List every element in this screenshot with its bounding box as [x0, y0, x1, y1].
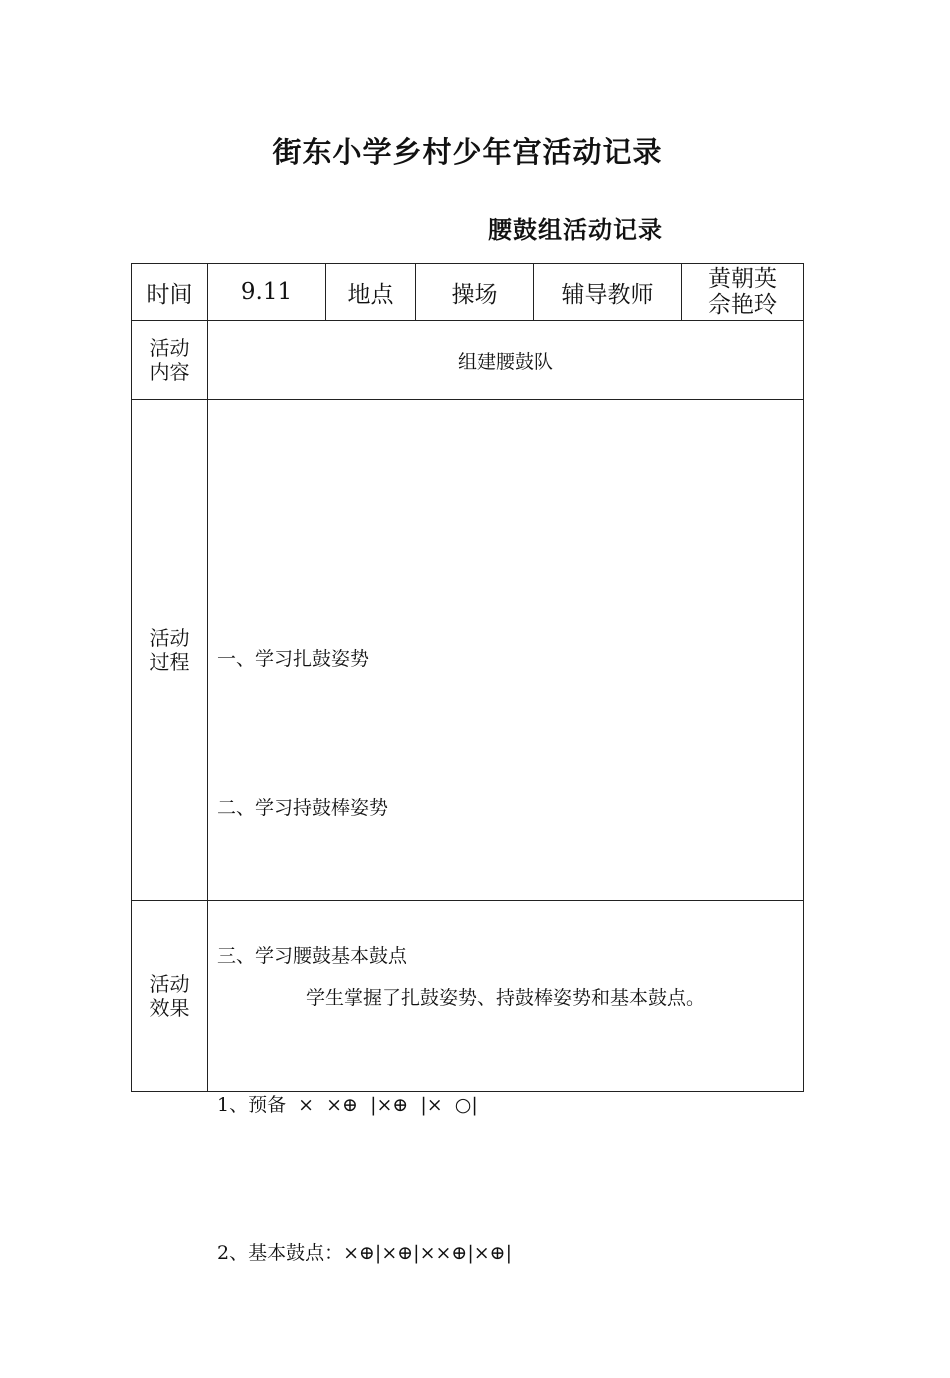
process-row — [132, 400, 804, 901]
effect-value: 学生掌握了扎鼓姿势、持鼓棒姿势和基本鼓点。 — [208, 901, 804, 1092]
teacher-label: 辅导教师 — [534, 264, 682, 321]
process-line: 三、学习腰鼓基本鼓点 — [217, 945, 408, 967]
process-lines — [217, 536, 512, 1378]
teacher-name: 黄朝英 — [708, 266, 777, 292]
content-label — [132, 321, 208, 400]
place-label: 地点 — [326, 264, 416, 321]
activity-record-table — [131, 263, 804, 1264]
process-line: 2、基本鼓点：×⊕|×⊕|××⊕|×⊕| — [217, 1242, 512, 1264]
process-line: 一、学习扎鼓姿势 — [217, 648, 370, 670]
time-label: 时间 — [132, 264, 208, 321]
place-value: 操场 — [416, 264, 534, 321]
content-row — [132, 321, 804, 400]
teacher-names — [682, 264, 804, 321]
document-title: 街东小学乡村少年宫活动记录 — [272, 135, 663, 169]
process-label — [132, 400, 208, 901]
teacher-name: 佘艳玲 — [708, 292, 777, 318]
process-line: 1、预备 × ×⊕ |×⊕ |× ○| — [217, 1093, 478, 1116]
header-row — [132, 264, 804, 321]
effect-label — [132, 901, 208, 1092]
process-line: 二、学习持鼓棒姿势 — [217, 796, 389, 819]
label-line: 活动 — [149, 336, 190, 360]
label-line: 效果 — [149, 996, 190, 1020]
time-value: 9.11 — [208, 264, 326, 321]
content-value: 组建腰鼓队 — [208, 321, 804, 400]
label-line: 内容 — [149, 360, 190, 384]
document-subtitle: 腰鼓组活动记录 — [488, 215, 663, 244]
label-line: 活动 — [149, 972, 190, 996]
label-line: 活动 — [149, 626, 190, 650]
label-line: 过程 — [149, 650, 190, 674]
